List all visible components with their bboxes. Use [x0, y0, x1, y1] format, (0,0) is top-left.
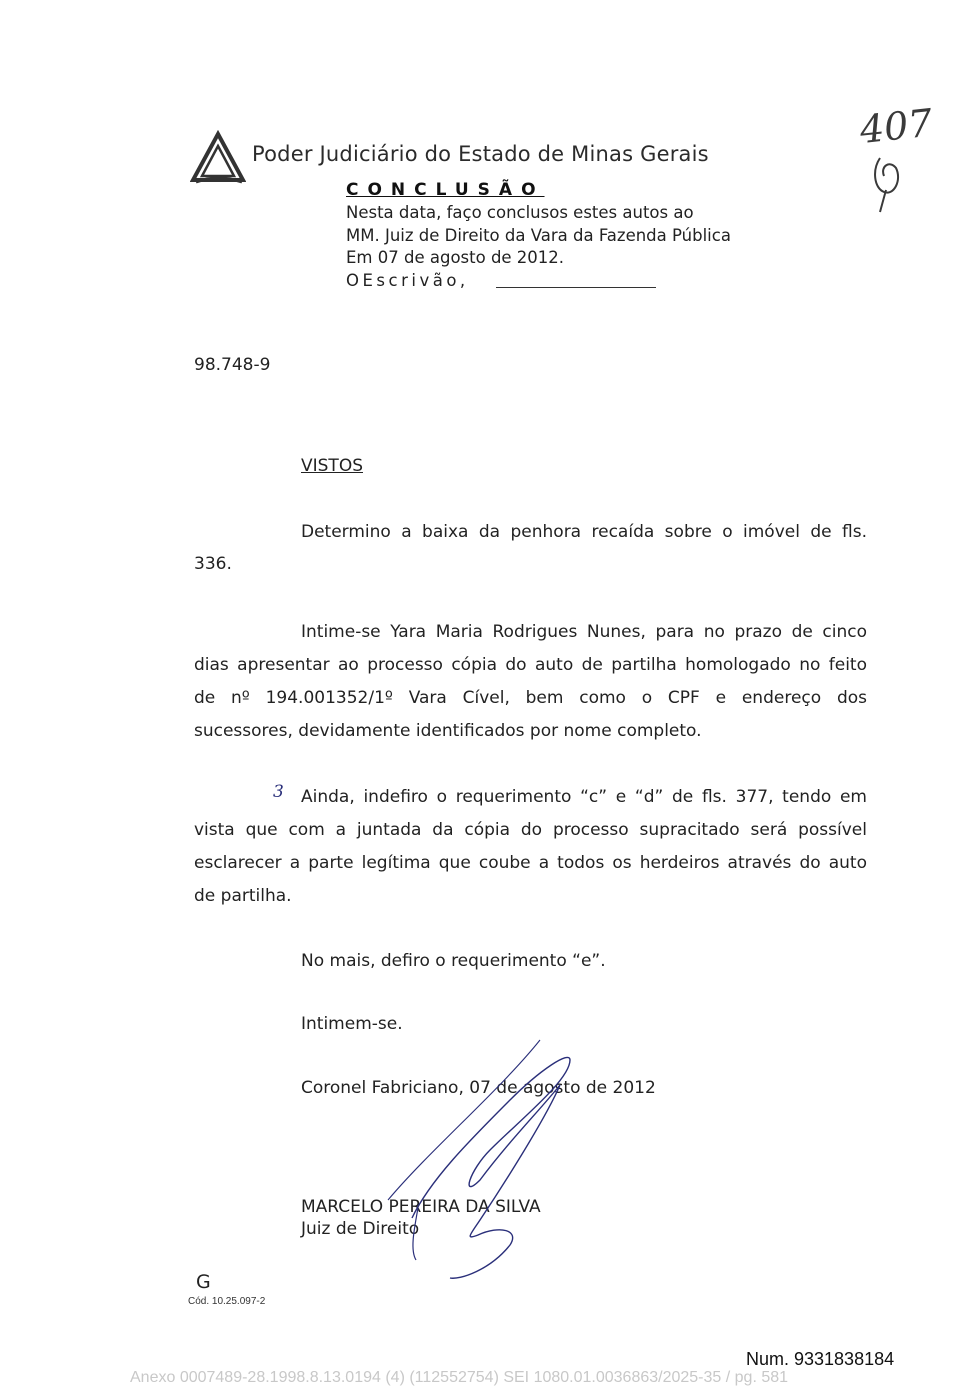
paragraph-3-line-4: de partilha.: [194, 886, 292, 906]
paragraph-4: No mais, defiro o requerimento “e”.: [301, 951, 606, 971]
paragraph-3-line-3: esclarecer a parte legítima que coube a todos os herdeiros através do auto: [194, 853, 867, 873]
conclusao-line-2: MM. Juiz de Direito da Vara da Fazenda Pública: [346, 226, 731, 245]
form-letter: G: [196, 1271, 211, 1293]
paragraph-3-line-2: vista que com a juntada da cópia do processo supracitado será possível: [194, 820, 867, 840]
annex-reference: Anexo 0007489-28.1998.8.13.0194 (4) (112552754) SEI 1080.01.0036863/2025-35 / pg. 581: [130, 1369, 789, 1386]
escrivao-signature-line: [496, 287, 656, 288]
form-code: Cód. 10.25.097-2: [188, 1296, 266, 1307]
paragraph-5: Intimem-se.: [301, 1014, 403, 1034]
paragraph-1-line-1: Determino a baixa da penhora recaída sobre o imóvel de fls.: [301, 522, 867, 542]
judge-role: Juiz de Direito: [301, 1219, 420, 1239]
handwritten-signature: [370, 1030, 600, 1290]
paragraph-2-line-2: dias apresentar ao processo cópia do auto de partilha homologado no feito: [194, 655, 867, 675]
process-number: 98.748-9: [194, 355, 271, 375]
paragraph-2-line-4: sucessores, devidamente identificados por nome completo.: [194, 721, 702, 741]
conclusao-line-3: Em 07 de agosto de 2012.: [346, 248, 565, 267]
conclusao-line-1: Nesta data, faço conclusos estes autos ao: [346, 203, 694, 222]
paragraph-3-handwritten-marker: 3: [273, 782, 284, 802]
paragraph-1-line-2: 336.: [194, 554, 232, 574]
page-number-annotation: [850, 88, 940, 218]
vistos-heading: VISTOS: [301, 456, 363, 476]
court-name: Poder Judiciário do Estado de Minas Gerais: [252, 142, 709, 166]
page-annotation-text: 407: [857, 100, 935, 153]
place-and-date: Coronel Fabriciano, 07 de agosto de 2012: [301, 1078, 656, 1098]
document-number: Num. 9331838184: [746, 1349, 895, 1369]
paragraph-2-line-1: Intime-se Yara Maria Rodrigues Nunes, para no prazo de cinco: [301, 622, 867, 642]
paragraph-3-line-1: Ainda, indefiro o requerimento “c” e “d” de fls. 377, tendo em: [301, 787, 867, 807]
judge-name: MARCELO PEREIRA DA SILVA: [301, 1197, 541, 1217]
court-logo-icon: [190, 130, 246, 186]
escrivao-label: OEscrivão,: [346, 271, 469, 290]
conclusao-title: CONCLUSÃO: [346, 180, 545, 200]
paragraph-2-line-3: de nº 194.001352/1º Vara Cível, bem como o CPF e endereço dos: [194, 688, 867, 708]
